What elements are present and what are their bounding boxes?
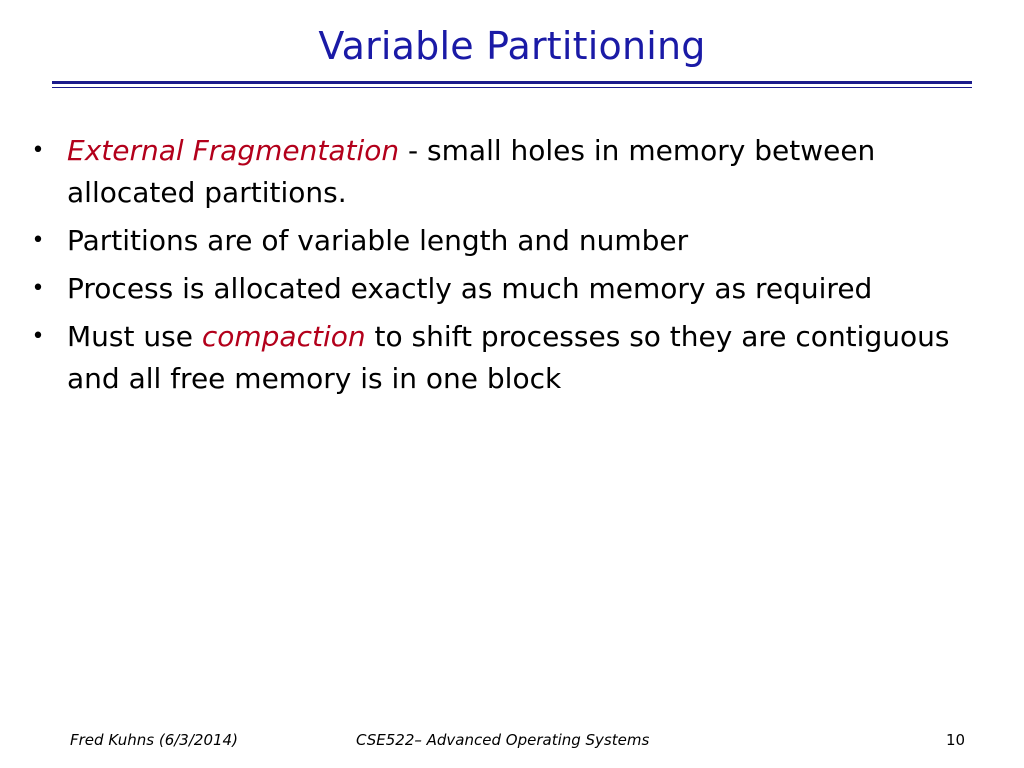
- bullet-text: to shift processes so they are contiguous and all free memory is in one block: [67, 320, 950, 395]
- footer-author: Fred Kuhns (6/3/2014): [70, 731, 238, 749]
- bullet-external-fragmentation: [28, 130, 988, 214]
- footer-course: CSE522– Advanced Operating Systems: [356, 731, 650, 749]
- bullet-allocated-exactly: [28, 268, 988, 310]
- bullet-prefix: Must use: [67, 320, 202, 353]
- bullet-compaction: [28, 316, 988, 400]
- bullet-list: [28, 130, 988, 406]
- term-external-fragmentation: External Fragmentation: [67, 134, 400, 167]
- bullet-dot-icon: •: [31, 276, 45, 301]
- bullet-dot-icon: •: [31, 138, 45, 163]
- bullet-dot-icon: •: [31, 228, 45, 253]
- bullet-text: - small holes in memory between allocated partitions.: [67, 134, 876, 209]
- footer-page-number: 10: [946, 731, 966, 749]
- bullet-text: Partitions are of variable length and number: [67, 224, 689, 257]
- title-divider-thick: [52, 81, 972, 84]
- bullet-dot-icon: •: [31, 324, 45, 349]
- slide-title: Variable Partitioning: [318, 24, 706, 68]
- title-divider-thin: [52, 87, 972, 88]
- term-compaction: compaction: [201, 320, 366, 353]
- bullet-variable-length: [28, 220, 988, 262]
- bullet-text: Process is allocated exactly as much memory as required: [67, 272, 873, 305]
